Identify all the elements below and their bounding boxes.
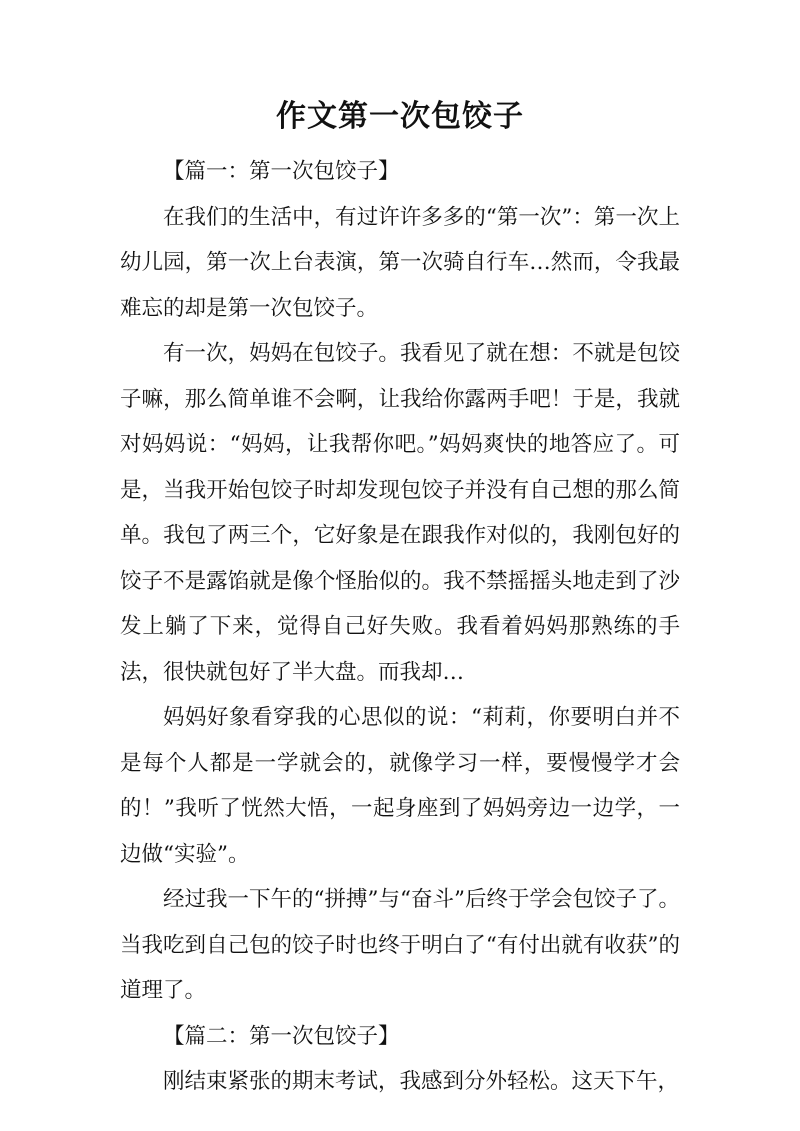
document-body (120, 149, 680, 1105)
section-heading-1: 【篇一：第一次包饺子】 (163, 159, 400, 184)
document-title: 作文第一次包饺子 (276, 99, 524, 134)
paragraph-4: 经过我一下午的“拼搏”与“奋斗”后终于学会包饺子了。当我吃到自己包的饺子时也终于明白了“有付出就有收获”的道理了。 (120, 887, 680, 1003)
paragraph-3: 妈妈好象看穿我的心思似的说：“莉莉，你要明白并不是每个人都是一学就会的，就像学习一样，要慢慢学才会的！”我听了恍然大悟，一起身座到了妈妈旁边一边学，一边做“实验”。 (120, 705, 680, 867)
section-heading-2: 【篇二：第一次包饺子】 (163, 1023, 400, 1049)
paragraph-5: 刚结束紧张的期末考试，我感到分外轻松。这天下午， (163, 1069, 680, 1094)
paragraph-2: 有一次，妈妈在包饺子。我看见了就在想：不就是包饺子嘛，那么简单谁不会啊，让我给你露两手吧！于是，我就对妈妈说：“妈妈，让我帮你吧。”妈妈爽快的地答应了。可是，当我开始包饺子时却发现包饺子并没有自己想的那么简单。我包了两三个，它好象是在跟我作对似的，我刚包好的饺子不是露馅就是像个怪胎似的。我不禁摇摇头地走到了沙发上躺了下来，觉得自己好失败。我看着妈妈那熟练的手法，很快就包好了半大盘。而我却… (120, 341, 680, 685)
paragraph-1: 在我们的生活中，有过许许多多的“第一次”：第一次上幼儿园，第一次上台表演，第一次骑自行车…然而，令我最难忘的却是第一次包饺子。 (120, 204, 680, 321)
